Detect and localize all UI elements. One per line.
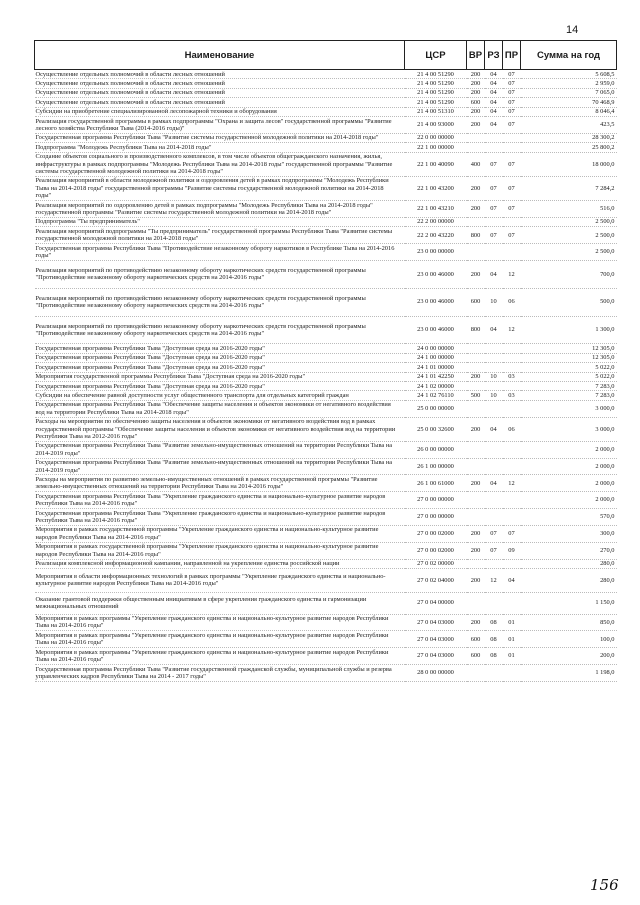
cell-csr: 26 1 00 00000 <box>405 458 467 475</box>
table-row <box>35 382 617 391</box>
cell-pr <box>503 382 521 391</box>
cell-rz <box>485 441 503 458</box>
cell-pr: 07 <box>503 227 521 244</box>
cell-vr: 200 <box>467 475 485 492</box>
cell-pr <box>503 559 521 568</box>
cell-pr <box>503 217 521 226</box>
cell-name: Государственная программа Республики Тыва "Развитие государственной гражданской службы, муниципальной службы и резерва управленческих кадров Республики Тыва на 2014 - 2017 годы" <box>35 665 405 682</box>
cell-vr: 200 <box>467 525 485 542</box>
cell-name: Осуществление отдельных полномочий в области лесных отношений <box>35 88 405 97</box>
cell-rz: 10 <box>485 391 503 400</box>
table-row <box>35 492 617 509</box>
cell-sum: 2 500,0 <box>521 227 617 244</box>
cell-name: Реализация мероприятий по противодействию незаконному обороту наркотических средств государственной программы "Противодействие незаконному обороту наркотических средств на 2014-2016 годы" <box>35 316 405 344</box>
table-row <box>35 614 617 631</box>
cell-vr <box>467 441 485 458</box>
table-row <box>35 70 617 79</box>
table-row <box>35 391 617 400</box>
table-row <box>35 525 617 542</box>
cell-pr <box>503 133 521 142</box>
cell-vr: 200 <box>467 260 485 288</box>
cell-rz: 07 <box>485 227 503 244</box>
cell-name: Реализация государственной программы в рамках подпрограммы "Охрана и защита лесов" государственной программы "Развитие лесного хозяйства Республики Тыва (2014-2016 годы)" <box>35 117 405 134</box>
cell-rz: 04 <box>485 260 503 288</box>
cell-csr: 27 0 00 02000 <box>405 525 467 542</box>
cell-csr: 24 1 01 00000 <box>405 363 467 372</box>
cell-sum: 2 500,0 <box>521 217 617 226</box>
cell-csr: 24 1 02 00000 <box>405 382 467 391</box>
cell-vr <box>467 344 485 353</box>
cell-name: Мероприятия в области информационных технологий в рамках программы "Укрепление гражданского единства и национально-культурное развитие народов Республики Тыва на 2014-2016 годы" <box>35 568 405 592</box>
cell-name: Осуществление отдельных полномочий в области лесных отношений <box>35 79 405 88</box>
cell-name: Реализация мероприятий по противодействию незаконному обороту наркотических средств государственной программы "Противодействие незаконному обороту наркотических средств на 2014-2016 годы" <box>35 288 405 316</box>
cell-name: Осуществление отдельных полномочий в области лесных отношений <box>35 70 405 79</box>
cell-sum: 12 305,0 <box>521 353 617 362</box>
cell-sum: 2 000,0 <box>521 458 617 475</box>
cell-name: Реализация мероприятий подпрограммы "Ты предприниматель" государственной программы Республики Тыва "Развитие системы государственной молодежной политики на 2014-2018 годы" <box>35 227 405 244</box>
table-row <box>35 648 617 665</box>
cell-vr <box>467 492 485 509</box>
header-rz: РЗ <box>485 41 503 70</box>
cell-rz: 04 <box>485 88 503 97</box>
cell-rz <box>485 509 503 526</box>
cell-vr <box>467 400 485 417</box>
table-row <box>35 133 617 142</box>
table-row <box>35 152 617 176</box>
cell-rz <box>485 559 503 568</box>
cell-name: Мероприятия в рамках программы "Укрепление гражданского единства и национально-культурное развитие народов Республики Тыва на 2014-2016 годы" <box>35 631 405 648</box>
cell-sum: 2 000,0 <box>521 441 617 458</box>
cell-pr: 07 <box>503 152 521 176</box>
cell-sum: 5 022,0 <box>521 363 617 372</box>
cell-csr: 27 0 04 00000 <box>405 592 467 614</box>
cell-csr: 26 1 00 61000 <box>405 475 467 492</box>
cell-pr: 07 <box>503 107 521 116</box>
cell-vr: 800 <box>467 227 485 244</box>
table-row <box>35 592 617 614</box>
cell-sum: 7 283,0 <box>521 382 617 391</box>
cell-vr: 600 <box>467 288 485 316</box>
cell-vr <box>467 244 485 261</box>
cell-csr: 25 0 00 32600 <box>405 417 467 441</box>
cell-name: Государственная программа Республики Тыва "Развитие системы государственной молодежной политики на 2014-2018 годы" <box>35 133 405 142</box>
cell-rz <box>485 353 503 362</box>
table-row <box>35 117 617 134</box>
cell-rz: 07 <box>485 152 503 176</box>
cell-sum: 18 000,0 <box>521 152 617 176</box>
cell-sum: 28 300,2 <box>521 133 617 142</box>
cell-pr: 01 <box>503 648 521 665</box>
page-number: 14 <box>566 24 579 36</box>
cell-csr: 24 1 02 76110 <box>405 391 467 400</box>
cell-sum: 500,0 <box>521 288 617 316</box>
table-row <box>35 201 617 218</box>
table-row <box>35 372 617 381</box>
cell-csr: 22 1 00 00000 <box>405 143 467 152</box>
cell-name: Государственная программа Республики Тыва "Развитие земельно-имущественных отношений на территории Республики Тыва на 2014-2019 годы" <box>35 441 405 458</box>
cell-pr: 03 <box>503 372 521 381</box>
table-row <box>35 631 617 648</box>
table-row <box>35 344 617 353</box>
cell-pr: 07 <box>503 201 521 218</box>
cell-csr: 24 1 00 00000 <box>405 353 467 362</box>
cell-rz: 04 <box>485 475 503 492</box>
table-row <box>35 98 617 107</box>
cell-pr: 12 <box>503 260 521 288</box>
table-row <box>35 458 617 475</box>
table-row <box>35 217 617 226</box>
cell-csr: 23 0 00 46000 <box>405 316 467 344</box>
cell-sum: 300,0 <box>521 525 617 542</box>
cell-sum: 200,0 <box>521 648 617 665</box>
cell-pr <box>503 353 521 362</box>
cell-vr <box>467 458 485 475</box>
cell-sum: 100,0 <box>521 631 617 648</box>
cell-csr: 27 0 04 03000 <box>405 648 467 665</box>
cell-sum: 850,0 <box>521 614 617 631</box>
cell-vr: 800 <box>467 316 485 344</box>
table-row <box>35 316 617 344</box>
cell-name: Расходы на мероприятия по развитию земельно-имущественных отношений в рамках государственной программы "Развитие земельно-имущественных отношений на территории Республики Тыва на 2014-2016 годы" <box>35 475 405 492</box>
cell-pr: 01 <box>503 614 521 631</box>
cell-csr: 27 0 00 00000 <box>405 492 467 509</box>
cell-name: Государственная программа Республики Тыва "Развитие земельно-имущественных отношений на территории Республики Тыва на 2014-2019 годы" <box>35 458 405 475</box>
cell-rz: 08 <box>485 648 503 665</box>
cell-rz: 07 <box>485 525 503 542</box>
cell-name: Расходы на мероприятия по обеспечению защиты населения и объектов экономики от негативного воздействия вод в рамках государственной программы "Обеспечение защиты населения и объектов экономики от негативного воздействия вод на территории Республики Тыва на 2012-2016 годы" <box>35 417 405 441</box>
cell-sum: 516,0 <box>521 201 617 218</box>
cell-name: Мероприятия в рамках государственной программы "Укрепление гражданского единства и национально-культурное развитие народов Республики Тыва на 2014-2016 годы" <box>35 542 405 559</box>
cell-name: Реализация мероприятий по оздоровлению детей в рамках подпрограммы "Молодежь Республики Тыва на 2014-2018 годы" государственной программы "Развитие системы государственной молодежной политики на 2014-2018 годы" <box>35 201 405 218</box>
cell-vr <box>467 133 485 142</box>
cell-vr <box>467 509 485 526</box>
cell-csr: 21 4 00 51290 <box>405 79 467 88</box>
cell-rz: 04 <box>485 98 503 107</box>
cell-rz <box>485 382 503 391</box>
cell-vr: 200 <box>467 568 485 592</box>
table-header-row <box>35 41 617 70</box>
cell-sum: 5 608,5 <box>521 70 617 79</box>
cell-vr: 200 <box>467 107 485 116</box>
cell-vr <box>467 363 485 372</box>
cell-pr: 01 <box>503 631 521 648</box>
cell-name: Государственная программа Республики Тыва "Укрепление гражданского единства и национально-культурное развитие народов Республики Тыва на 2014-2016 годы" <box>35 492 405 509</box>
cell-pr <box>503 143 521 152</box>
header-vr: ВР <box>467 41 485 70</box>
cell-csr: 22 0 00 00000 <box>405 133 467 142</box>
table-row <box>35 475 617 492</box>
cell-vr <box>467 559 485 568</box>
cell-csr: 22 1 00 40090 <box>405 152 467 176</box>
cell-sum: 280,0 <box>521 568 617 592</box>
cell-csr: 27 0 00 02000 <box>405 542 467 559</box>
cell-sum: 1 300,0 <box>521 316 617 344</box>
table-row <box>35 363 617 372</box>
cell-name: Мероприятия государственной программы Республики Тыва "Доступная среда на 2016-2020 годы" <box>35 372 405 381</box>
cell-pr: 04 <box>503 568 521 592</box>
cell-name: Подпрограмма "Молодежь Республики Тыва на 2014-2018 годы" <box>35 143 405 152</box>
table-row <box>35 441 617 458</box>
cell-rz: 04 <box>485 316 503 344</box>
cell-name: Государственная программа Республики Тыва "Доступная среда на 2016-2020 годы" <box>35 382 405 391</box>
cell-vr: 600 <box>467 98 485 107</box>
cell-vr <box>467 665 485 682</box>
table-row <box>35 568 617 592</box>
cell-rz <box>485 592 503 614</box>
table-row <box>35 288 617 316</box>
cell-vr <box>467 353 485 362</box>
cell-sum: 2 000,0 <box>521 492 617 509</box>
cell-sum: 423,5 <box>521 117 617 134</box>
table-body <box>35 70 617 682</box>
cell-sum: 700,0 <box>521 260 617 288</box>
cell-name: Государственная программа Республики Тыва "Противодействие незаконному обороту наркотиков в Республике Тыва на 2014-2016 годы" <box>35 244 405 261</box>
cell-csr: 27 0 04 03000 <box>405 631 467 648</box>
cell-csr: 27 0 02 04000 <box>405 568 467 592</box>
table-row <box>35 353 617 362</box>
cell-vr: 500 <box>467 391 485 400</box>
cell-name: Мероприятия в рамках программы "Укрепление гражданского единства и национально-культурное развитие народов Республики Тыва на 2014-2016 годы" <box>35 614 405 631</box>
table-row <box>35 400 617 417</box>
cell-sum: 2 500,0 <box>521 244 617 261</box>
cell-rz: 08 <box>485 614 503 631</box>
cell-pr <box>503 509 521 526</box>
cell-pr: 07 <box>503 98 521 107</box>
cell-vr: 200 <box>467 117 485 134</box>
cell-csr: 22 2 00 00000 <box>405 217 467 226</box>
cell-vr <box>467 143 485 152</box>
cell-vr <box>467 217 485 226</box>
cell-rz: 04 <box>485 79 503 88</box>
table-row <box>35 88 617 97</box>
cell-csr: 27 0 04 03000 <box>405 614 467 631</box>
table-row <box>35 107 617 116</box>
cell-sum: 5 022,0 <box>521 372 617 381</box>
cell-sum: 8 046,4 <box>521 107 617 116</box>
cell-csr: 22 1 00 43210 <box>405 201 467 218</box>
cell-pr <box>503 441 521 458</box>
cell-vr: 600 <box>467 648 485 665</box>
table-row <box>35 665 617 682</box>
cell-sum: 280,0 <box>521 559 617 568</box>
cell-sum: 25 800,2 <box>521 143 617 152</box>
cell-name: Государственная программа Республики Тыва "Доступная среда на 2016-2020 годы" <box>35 363 405 372</box>
cell-vr: 200 <box>467 542 485 559</box>
cell-rz: 08 <box>485 631 503 648</box>
cell-vr: 400 <box>467 152 485 176</box>
cell-rz: 07 <box>485 176 503 200</box>
cell-rz <box>485 665 503 682</box>
cell-csr: 21 4 00 51290 <box>405 98 467 107</box>
cell-rz <box>485 363 503 372</box>
cell-pr <box>503 665 521 682</box>
cell-name: Государственная программа Республики Тыва "Доступная среда на 2016-2020 годы" <box>35 353 405 362</box>
cell-pr: 12 <box>503 316 521 344</box>
cell-name: Государственная программа Республики Тыва "Укрепление гражданского единства и национально-культурное развитие народов Республики Тыва на 2014-2016 годы" <box>35 509 405 526</box>
cell-name: Оказание грантовой поддержки общественным инициативам в сфере укрепления гражданского единства и гармонизации межнациональных отношений <box>35 592 405 614</box>
cell-sum: 70 468,9 <box>521 98 617 107</box>
cell-rz <box>485 143 503 152</box>
cell-csr: 21 4 00 51290 <box>405 70 467 79</box>
cell-sum: 7 065,0 <box>521 88 617 97</box>
cell-pr: 06 <box>503 288 521 316</box>
cell-sum: 3 000,0 <box>521 417 617 441</box>
cell-sum: 2 000,0 <box>521 475 617 492</box>
header-sum: Сумма на год <box>521 41 617 70</box>
cell-name: Реализация комплексной информационной кампании, направленной на укрепление единства российской нации <box>35 559 405 568</box>
cell-rz <box>485 492 503 509</box>
cell-vr: 200 <box>467 70 485 79</box>
cell-vr: 200 <box>467 176 485 200</box>
cell-vr: 200 <box>467 614 485 631</box>
table-row <box>35 176 617 200</box>
cell-vr <box>467 382 485 391</box>
header-csr: ЦСР <box>405 41 467 70</box>
cell-sum: 7 283,0 <box>521 391 617 400</box>
cell-pr: 07 <box>503 176 521 200</box>
cell-rz <box>485 217 503 226</box>
cell-name: Государственная программа Республики Тыва "Доступная среда на 2016-2020 годы" <box>35 344 405 353</box>
cell-vr: 600 <box>467 631 485 648</box>
cell-sum: 7 284,2 <box>521 176 617 200</box>
cell-name: Государственная программа Республики Тыва "Обеспечение защиты населения и объектов экономики от негативного воздействия вод на территории Республики Тыва на 2014-2018 годы" <box>35 400 405 417</box>
cell-name: Мероприятия в рамках государственной программы "Укрепление гражданского единства и национально-культурное развитие народов Республики Тыва на 2014-2016 годы" <box>35 525 405 542</box>
cell-vr <box>467 592 485 614</box>
cell-pr: 07 <box>503 79 521 88</box>
cell-rz: 04 <box>485 107 503 116</box>
cell-name: Субсидии на приобретение специализированной лесопожарной техники и оборудования <box>35 107 405 116</box>
table-row <box>35 143 617 152</box>
cell-rz: 04 <box>485 417 503 441</box>
table-row <box>35 417 617 441</box>
cell-pr <box>503 344 521 353</box>
cell-vr: 200 <box>467 79 485 88</box>
header-pr: ПР <box>503 41 521 70</box>
cell-csr: 28 0 00 00000 <box>405 665 467 682</box>
cell-name: Подпрограмма "Ты предприниматель" <box>35 217 405 226</box>
cell-csr: 24 0 00 00000 <box>405 344 467 353</box>
cell-rz: 07 <box>485 201 503 218</box>
cell-pr <box>503 400 521 417</box>
cell-pr <box>503 592 521 614</box>
cell-vr: 200 <box>467 201 485 218</box>
cell-csr: 23 0 00 46000 <box>405 288 467 316</box>
header-name: Наименование <box>35 41 405 70</box>
cell-name: Осуществление отдельных полномочий в области лесных отношений <box>35 98 405 107</box>
cell-rz <box>485 400 503 417</box>
cell-pr: 03 <box>503 391 521 400</box>
cell-name: Реализация мероприятий по противодействию незаконному обороту наркотических средств государственной программы "Противодействие незаконному обороту наркотических средств на 2014-2016 годы" <box>35 260 405 288</box>
cell-pr: 06 <box>503 417 521 441</box>
cell-sum: 12 305,0 <box>521 344 617 353</box>
table-row <box>35 227 617 244</box>
cell-csr: 21 4 00 93000 <box>405 117 467 134</box>
table-row <box>35 260 617 288</box>
cell-name: Мероприятия в рамках программы "Укрепление гражданского единства и национально-культурное развитие народов Республики Тыва на 2014-2016 годы" <box>35 648 405 665</box>
cell-pr: 07 <box>503 117 521 134</box>
cell-sum: 570,0 <box>521 509 617 526</box>
cell-rz <box>485 458 503 475</box>
cell-pr: 07 <box>503 70 521 79</box>
table-row <box>35 79 617 88</box>
handwritten-page-mark: 156 <box>590 876 619 894</box>
cell-pr: 07 <box>503 88 521 97</box>
cell-name: Реализация мероприятий в области молодежной политики и оздоровления детей в рамках подпрограммы "Молодежь Республики Тыва на 2014-2018 годы" государственной программы "Развитие системы государственной молодежной политики на 2014-2018 годы" <box>35 176 405 200</box>
cell-csr: 23 0 00 46000 <box>405 260 467 288</box>
cell-sum: 1 150,0 <box>521 592 617 614</box>
cell-sum: 270,0 <box>521 542 617 559</box>
cell-pr: 09 <box>503 542 521 559</box>
cell-rz: 10 <box>485 372 503 381</box>
cell-pr <box>503 458 521 475</box>
cell-rz <box>485 133 503 142</box>
cell-pr <box>503 492 521 509</box>
cell-rz: 07 <box>485 542 503 559</box>
cell-vr: 200 <box>467 417 485 441</box>
cell-pr <box>503 244 521 261</box>
cell-rz: 12 <box>485 568 503 592</box>
table-row <box>35 542 617 559</box>
cell-vr: 200 <box>467 372 485 381</box>
cell-csr: 21 4 00 51290 <box>405 88 467 97</box>
table-row <box>35 509 617 526</box>
cell-csr: 25 0 00 00000 <box>405 400 467 417</box>
cell-csr: 21 4 00 51310 <box>405 107 467 116</box>
cell-rz <box>485 344 503 353</box>
cell-pr: 12 <box>503 475 521 492</box>
cell-pr <box>503 363 521 372</box>
cell-vr: 200 <box>467 88 485 97</box>
cell-rz <box>485 244 503 261</box>
cell-rz: 04 <box>485 70 503 79</box>
cell-sum: 2 959,0 <box>521 79 617 88</box>
cell-rz: 10 <box>485 288 503 316</box>
table-row <box>35 559 617 568</box>
cell-rz: 04 <box>485 117 503 134</box>
cell-csr: 22 2 00 43220 <box>405 227 467 244</box>
cell-csr: 27 0 00 00000 <box>405 509 467 526</box>
cell-sum: 1 198,0 <box>521 665 617 682</box>
cell-pr: 07 <box>503 525 521 542</box>
cell-csr: 27 0 02 00000 <box>405 559 467 568</box>
cell-name: Субсидии на обеспечение равной доступности услуг общественного транспорта для отдельных категорий граждан <box>35 391 405 400</box>
cell-sum: 3 000,0 <box>521 400 617 417</box>
budget-table <box>34 40 617 682</box>
cell-csr: 22 1 00 43200 <box>405 176 467 200</box>
table-row <box>35 244 617 261</box>
cell-csr: 24 1 01 42250 <box>405 372 467 381</box>
cell-csr: 23 0 00 00000 <box>405 244 467 261</box>
cell-csr: 26 0 00 00000 <box>405 441 467 458</box>
cell-name: Создание объектов социального и производственного комплексов, в том числе объектов общегражданского назначения, жилья, инфраструктуры в рамках подпрограммы "Молодежь Республики Тыва на 2014-2018 годы" государственной программы "Развитие системы государственной молодежной политики на 2014-2018 годы" <box>35 152 405 176</box>
